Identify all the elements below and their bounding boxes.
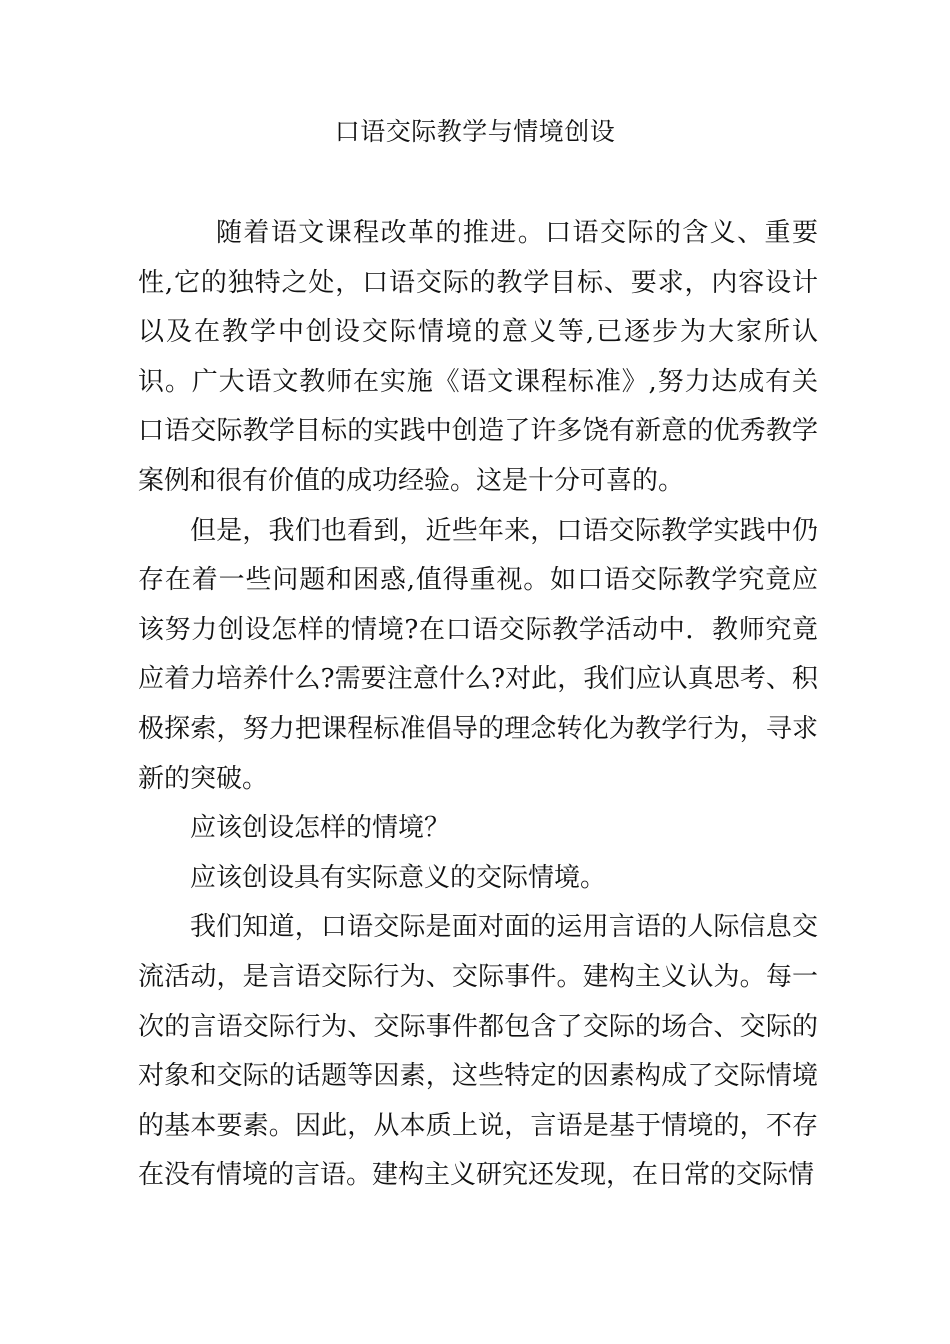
document-title: 口语交际教学与情境创设 [334, 117, 616, 146]
document-body [138, 209, 818, 1201]
paragraph-3: 我们知道，口语交际是面对面的运用言语的人际信息交流活动，是言语交际行为、交际事件。建构主义认为。每一次的言语交际行为、交际事件都包含了交际的场合、交际的对象和交际的话题等因素，这些特定的因素构成了交际情境的基本要素。因此，从本质上说，言语是基于情境的，不存在没有情境的言语。建构主义研究还发现，在日常的交际情 [138, 912, 818, 1191]
section-answer: 应该创设具有实际意义的交际情境。 [190, 862, 607, 893]
paragraph-1: 随着语文课程改革的推进。口语交际的含义、重要性,它的独特之处，口语交际的教学目标、要求，内容设计以及在教学中创设交际情境的意义等,已逐步为大家所认识。广大语文教师在实施《语文课程标准》,努力达成有关口语交际教学目标的实践中创造了许多饶有新意的优秀教学案例和很有价值的成功经验。这是十分可喜的。 [138, 218, 818, 496]
paragraph-2: 但是，我们也看到，近些年来，口语交际教学实践中仍存在着一些问题和困惑,值得重视。如口语交际教学究竟应该努力创设怎样的情境?在口语交际教学活动中．教师究竟应着力培养什么?需要注意什么?对此，我们应认真思考、积极探索，努力把课程标准倡导的理念转化为教学行为，寻求新的突破。 [138, 515, 818, 794]
section-question: 应该创设怎样的情境？ [190, 813, 451, 844]
